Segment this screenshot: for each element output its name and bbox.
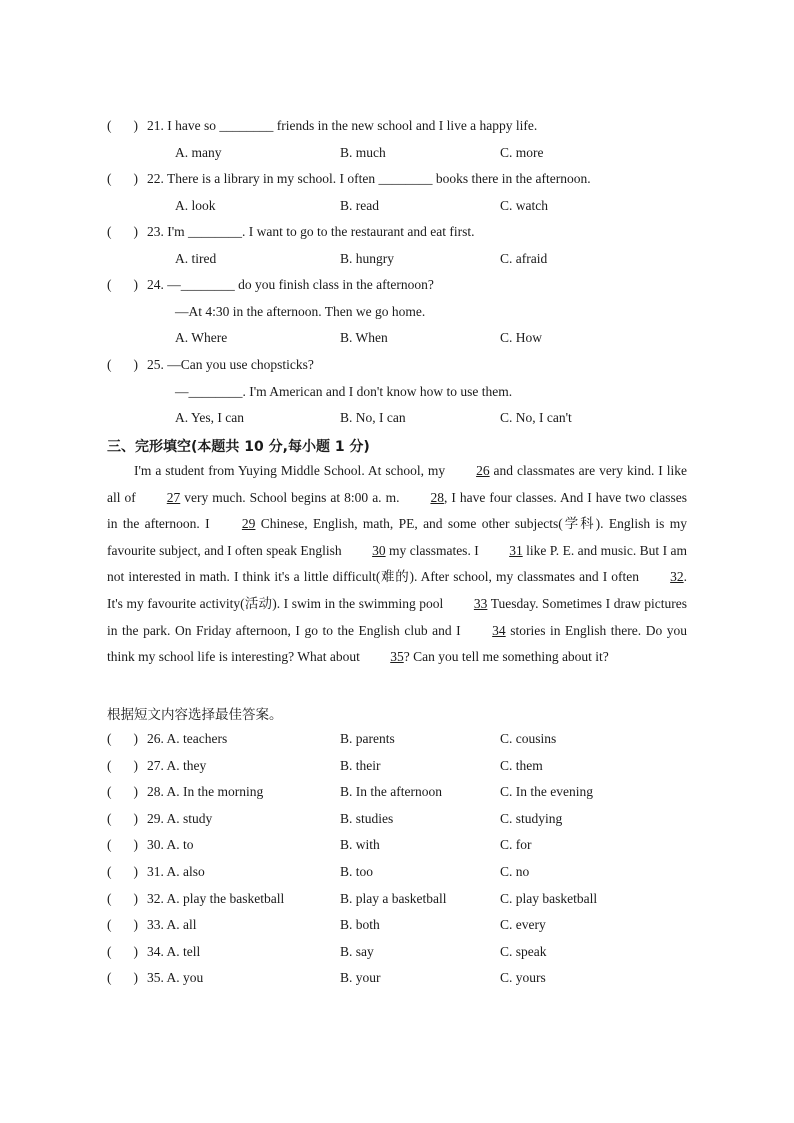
answer-paren[interactable]: ( ) (107, 917, 138, 932)
option-c: C. them (500, 758, 543, 773)
question-29 (107, 811, 212, 827)
answer-paren[interactable]: ( ) (107, 357, 138, 372)
answer-paren[interactable]: ( ) (107, 171, 138, 186)
option-a: 26. A. teachers (147, 731, 228, 746)
answer-paren[interactable]: ( ) (107, 118, 138, 133)
dialogue-reply: —________. I'm American and I don't know how to use them. (175, 384, 513, 399)
option-c: C. In the evening (500, 784, 593, 799)
question-35 (107, 970, 203, 986)
option-a: 34. A. tell (147, 944, 201, 959)
option-b: B. both (340, 917, 380, 932)
cloze-passage: I'm a student from Yuying Middle School. At school, my 26 and classmates are very kind. I like all of 27 very much. School begins at 8:00 a. m. 28, I have four classes. And I have two classes in the afternoon. I 29 Chinese, English, math, PE, and some other subjects(学科). English is my favourite subject, and I often speak English 30 my classmates. I 31 like P. E. and music. But I am not interested in math. I think it's a little difficult(难的). After school, my classmates and I often 32. It's my favourite activity(活动). I swim in the swimming pool 33 Tuesday. Sometimes I draw pictures in the park. On Friday afternoon, I go to the English club and I 34 stories in English there. Do you think my school life is interesting? What about 35? Can you tell me something about it? (107, 458, 687, 671)
answer-paren[interactable]: ( ) (107, 811, 138, 826)
blank-29: 29 (241, 516, 256, 532)
option-a: A. Where (175, 330, 228, 345)
option-c: C. no (500, 864, 530, 879)
question-26 (107, 731, 227, 747)
option-b: B. read (340, 198, 379, 213)
blank-34: 34 (492, 622, 506, 638)
answer-paren[interactable]: ( ) (107, 758, 138, 773)
blank-32: 32 (670, 569, 684, 585)
option-b: B. When (340, 330, 388, 345)
section-title: 三、完形填空(本题共 10 分,每小题 1 分) (107, 439, 370, 455)
option-b: B. No, I can (340, 410, 406, 425)
blank-28: 28 (430, 489, 444, 505)
question-32 (107, 891, 284, 907)
option-b: B. say (340, 944, 374, 959)
option-b: B. In the afternoon (340, 784, 442, 799)
question-21: ( ) 21. I have so ________ friends in the new school and I live a happy life. (107, 118, 538, 133)
blank-30: 30 (372, 542, 386, 558)
option-a: A. Yes, I can (175, 410, 244, 425)
option-a: 30. A. to (147, 837, 194, 852)
option-b: B. their (340, 758, 381, 773)
answer-paren[interactable]: ( ) (107, 864, 138, 879)
option-c: C. play basketball (500, 891, 598, 906)
question-30 (107, 837, 194, 853)
option-c: C. yours (500, 970, 546, 985)
blank-31: 31 (509, 542, 523, 558)
option-c: C. No, I can't (500, 410, 572, 425)
option-b: B. hungry (340, 251, 394, 266)
answer-paren[interactable]: ( ) (107, 731, 138, 746)
blank-33: 33 (473, 595, 488, 611)
option-b: B. too (340, 864, 374, 879)
option-a: 28. A. In the morning (147, 784, 264, 799)
option-a: A. many (175, 145, 222, 160)
option-c: C. studying (500, 811, 563, 826)
question-28 (107, 784, 263, 800)
option-b: B. studies (340, 811, 394, 826)
question-23: ( ) 23. I'm ________. I want to go to the restaurant and eat first. (107, 224, 475, 239)
option-a: 32. A. play the basketball (147, 891, 285, 906)
answer-paren[interactable]: ( ) (107, 224, 138, 239)
option-b: B. play a basketball (340, 891, 447, 906)
option-a: A. look (175, 198, 216, 213)
answer-paren[interactable]: ( ) (107, 891, 138, 906)
option-c: C. watch (500, 198, 548, 213)
answer-paren[interactable]: ( ) (107, 277, 138, 292)
question-25: ( ) 25. —Can you use chopsticks? (107, 357, 314, 372)
question-27 (107, 758, 206, 774)
option-b: B. parents (340, 731, 395, 746)
blank-26: 26 (476, 463, 490, 478)
option-c: C. How (500, 330, 543, 345)
option-a: 27. A. they (147, 758, 207, 773)
question-31 (107, 864, 205, 880)
answer-paren[interactable]: ( ) (107, 970, 138, 985)
option-a: 31. A. also (147, 864, 205, 879)
option-b: B. much (340, 145, 386, 160)
question-24: ( ) 24. —________ do you finish class in the afternoon? (107, 277, 434, 292)
option-a: 29. A. study (147, 811, 213, 826)
dialogue-reply: —At 4:30 in the afternoon. Then we go home. (175, 304, 426, 319)
answer-paren[interactable]: ( ) (107, 944, 138, 959)
answer-paren[interactable]: ( ) (107, 837, 138, 852)
option-b: B. with (340, 837, 380, 852)
option-c: C. more (500, 145, 544, 160)
option-a: A. tired (175, 251, 217, 266)
option-a: 33. A. all (147, 917, 197, 932)
option-c: C. speak (500, 944, 547, 959)
option-c: C. every (500, 917, 546, 932)
question-33 (107, 917, 197, 933)
question-22: ( ) 22. There is a library in my school. I often ________ books there in the afternoon. (107, 171, 591, 186)
question-34 (107, 944, 200, 960)
answer-paren[interactable]: ( ) (107, 784, 138, 799)
option-b: B. your (340, 970, 381, 985)
blank-35: 35 (390, 649, 404, 665)
instruction: 根据短文内容选择最佳答案。 (107, 707, 283, 723)
option-c: C. cousins (500, 731, 557, 746)
option-c: C. for (500, 837, 532, 852)
blank-27: 27 (166, 489, 181, 505)
option-a: 35. A. you (147, 970, 204, 985)
option-c: C. afraid (500, 251, 548, 266)
